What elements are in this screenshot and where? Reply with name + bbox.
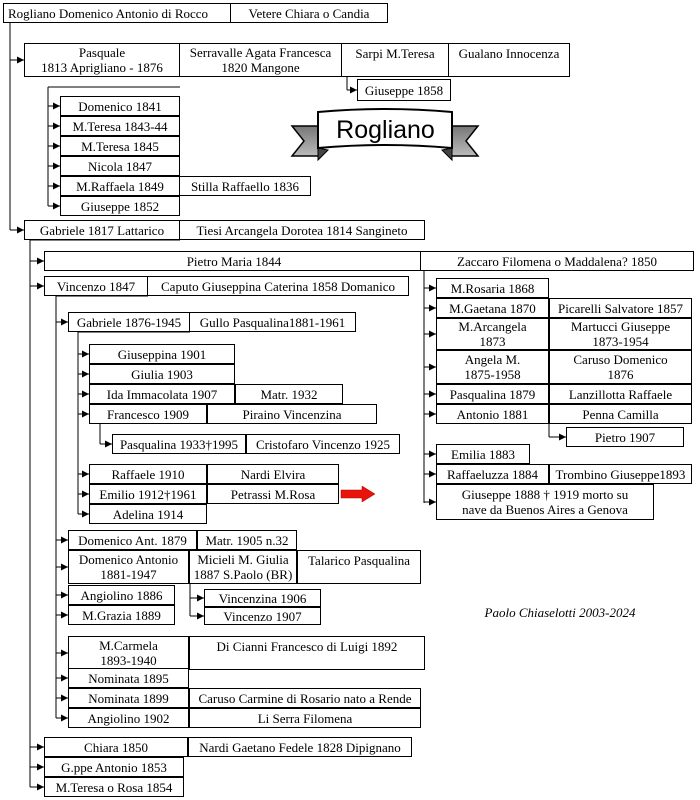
person-mgrazia-1889: M.Grazia 1889 — [68, 605, 175, 625]
person-ida-immacolata-1907: Ida Immacolata 1907 — [89, 384, 235, 404]
person-nominata-1895: Nominata 1895 — [68, 668, 189, 688]
person-raffaele-1910: Raffaele 1910 — [89, 464, 207, 484]
spouse-piraino-vincenzina: Piraino Vincenzina — [207, 404, 377, 424]
person-pasqualina-1933: Pasqualina 1933†1995 — [112, 434, 246, 454]
spouse-micieli-giulia: Micieli M. Giulia 1887 S.Paolo (BR) — [189, 550, 297, 584]
person-mrosaria-1868: M.Rosaria 1868 — [436, 278, 549, 298]
person-angiolino-1886: Angiolino 1886 — [68, 585, 175, 605]
person-adelina-1914: Adelina 1914 — [89, 504, 207, 524]
spouse-martucci-giuseppe: Martucci Giuseppe 1873-1954 — [549, 318, 692, 350]
person-gabriele-1876: Gabriele 1876-1945 — [68, 312, 190, 332]
spouse-trombino-giuseppe: Trombino Giuseppe1893 — [549, 464, 692, 484]
person-angela-1875: Angela M. 1875-1958 — [436, 350, 549, 384]
spouse-li-serra-filomena: Li Serra Filomena — [189, 708, 421, 728]
person-domenico-antonio-1881: Domenico Antonio 1881-1947 — [68, 550, 189, 584]
red-arrow-icon — [340, 486, 376, 502]
person-pasqualina-1879: Pasqualina 1879 — [436, 384, 549, 404]
person-giuseppina-1901: Giuseppina 1901 — [89, 344, 235, 364]
person-mraffaela-1849: M.Raffaela 1849 — [60, 176, 180, 196]
person-mgaetana-1870: M.Gaetana 1870 — [436, 298, 549, 318]
spouse-gualano-innocenza: Gualano Innocenza — [448, 43, 570, 77]
person-vincenzo-1847: Vincenzo 1847 — [44, 276, 148, 296]
author-credit: Paolo Chiaselotti 2003-2024 — [484, 605, 636, 620]
person-gabriele-1817: Gabriele 1817 Lattarico — [24, 220, 180, 240]
spouse-talarico-pasqualina: Talarico Pasqualina — [297, 550, 421, 584]
person-mteresa-1845: M.Teresa 1845 — [60, 136, 180, 156]
spouse-lanzillotta-raffaele: Lanzillotta Raffaele — [549, 384, 692, 404]
marriage-1932: Matr. 1932 — [235, 384, 343, 404]
person-domenico-1841: Domenico 1841 — [60, 96, 180, 116]
person-domenico-ant-1879: Domenico Ant. 1879 — [68, 530, 197, 550]
person-mteresa-1843: M.Teresa 1843-44 — [60, 116, 180, 136]
spouse-nardi-elvira: Nardi Elvira — [207, 464, 339, 484]
person-marcangela-1873: M.Arcangela 1873 — [436, 318, 549, 350]
spouse-serravalle-agata: Serravalle Agata Francesca 1820 Mangone — [179, 43, 342, 77]
person-rogliano-domenico-antonio: Rogliano Domenico Antonio di Rocco — [3, 3, 231, 23]
person-mteresa-rosa-1854: M.Teresa o Rosa 1854 — [44, 777, 184, 797]
person-pasquale-1813: Pasquale 1813 Aprigliano - 1876 — [24, 43, 180, 77]
spouse-petrassi-mrosa: Petrassi M.Rosa — [207, 484, 339, 504]
spouse-penna-camilla: Penna Camilla — [549, 404, 692, 424]
person-emilia-1883: Emilia 1883 — [436, 444, 530, 464]
person-francesco-1909: Francesco 1909 — [89, 404, 207, 424]
person-angiolino-1902: Angiolino 1902 — [68, 708, 189, 728]
person-pietro-1907: Pietro 1907 — [566, 427, 684, 447]
person-antonio-1881: Antonio 1881 — [436, 404, 549, 424]
spouse-caruso-domenico: Caruso Domenico 1876 — [549, 350, 692, 384]
person-vincenzo-1907: Vincenzo 1907 — [204, 607, 321, 625]
tree-title: Rogliano — [336, 115, 435, 144]
spouse-caputo-giuseppina: Caputo Giuseppina Caterina 1858 Domanico — [147, 276, 409, 296]
person-chiara-1850: Chiara 1850 — [44, 737, 188, 757]
spouse-caruso-carmine: Caruso Carmine di Rosario nato a Rende — [189, 688, 421, 708]
spouse-tiesi-arcangela: Tiesi Arcangela Dorotea 1814 Sangineto — [179, 220, 425, 240]
spouse-nardi-gaetano: Nardi Gaetano Fedele 1828 Dipignano — [188, 737, 412, 757]
spouse-di-cianni-francesco: Di Cianni Francesco di Luigi 1892 — [189, 636, 425, 670]
spouse-zaccaro-filomena: Zaccaro Filomena o Maddalena? 1850 — [420, 251, 694, 271]
marriage-1905: Matr. 1905 n.32 — [197, 530, 297, 550]
spouse-sarpi-teresa: Sarpi M.Teresa — [341, 43, 449, 77]
person-giuseppe-1852: Giuseppe 1852 — [60, 196, 180, 216]
person-nicola-1847: Nicola 1847 — [60, 156, 180, 176]
spouse-stilla-raffaello: Stilla Raffaello 1836 — [179, 176, 311, 196]
spouse-picarelli-salvatore: Picarelli Salvatore 1857 — [549, 298, 692, 318]
spouse-vetere-chiara: Vetere Chiara o Candia — [230, 3, 388, 23]
person-gppe-antonio-1853: G.ppe Antonio 1853 — [44, 757, 184, 777]
person-nominata-1899: Nominata 1899 — [68, 688, 189, 708]
person-vincenzina-1906: Vincenzina 1906 — [204, 589, 321, 607]
person-raffaeluzza-1884: Raffaeluzza 1884 — [436, 464, 549, 484]
person-emilio-1912: Emilio 1912†1961 — [89, 484, 207, 504]
person-giuseppe-1888: Giuseppe 1888 † 1919 morto su nave da Buenos Aires a Genova — [436, 484, 654, 520]
person-giulia-1903: Giulia 1903 — [89, 364, 235, 384]
spouse-cristofaro-vincenzo: Cristofaro Vincenzo 1925 — [246, 434, 400, 454]
person-giuseppe-1858: Giuseppe 1858 — [357, 79, 451, 101]
spouse-gullo-pasqualina: Gullo Pasqualina1881-1961 — [189, 312, 356, 332]
person-pietro-maria-1844: Pietro Maria 1844 — [44, 251, 424, 271]
person-mcarmela-1893: M.Carmela 1893-1940 — [68, 636, 189, 670]
